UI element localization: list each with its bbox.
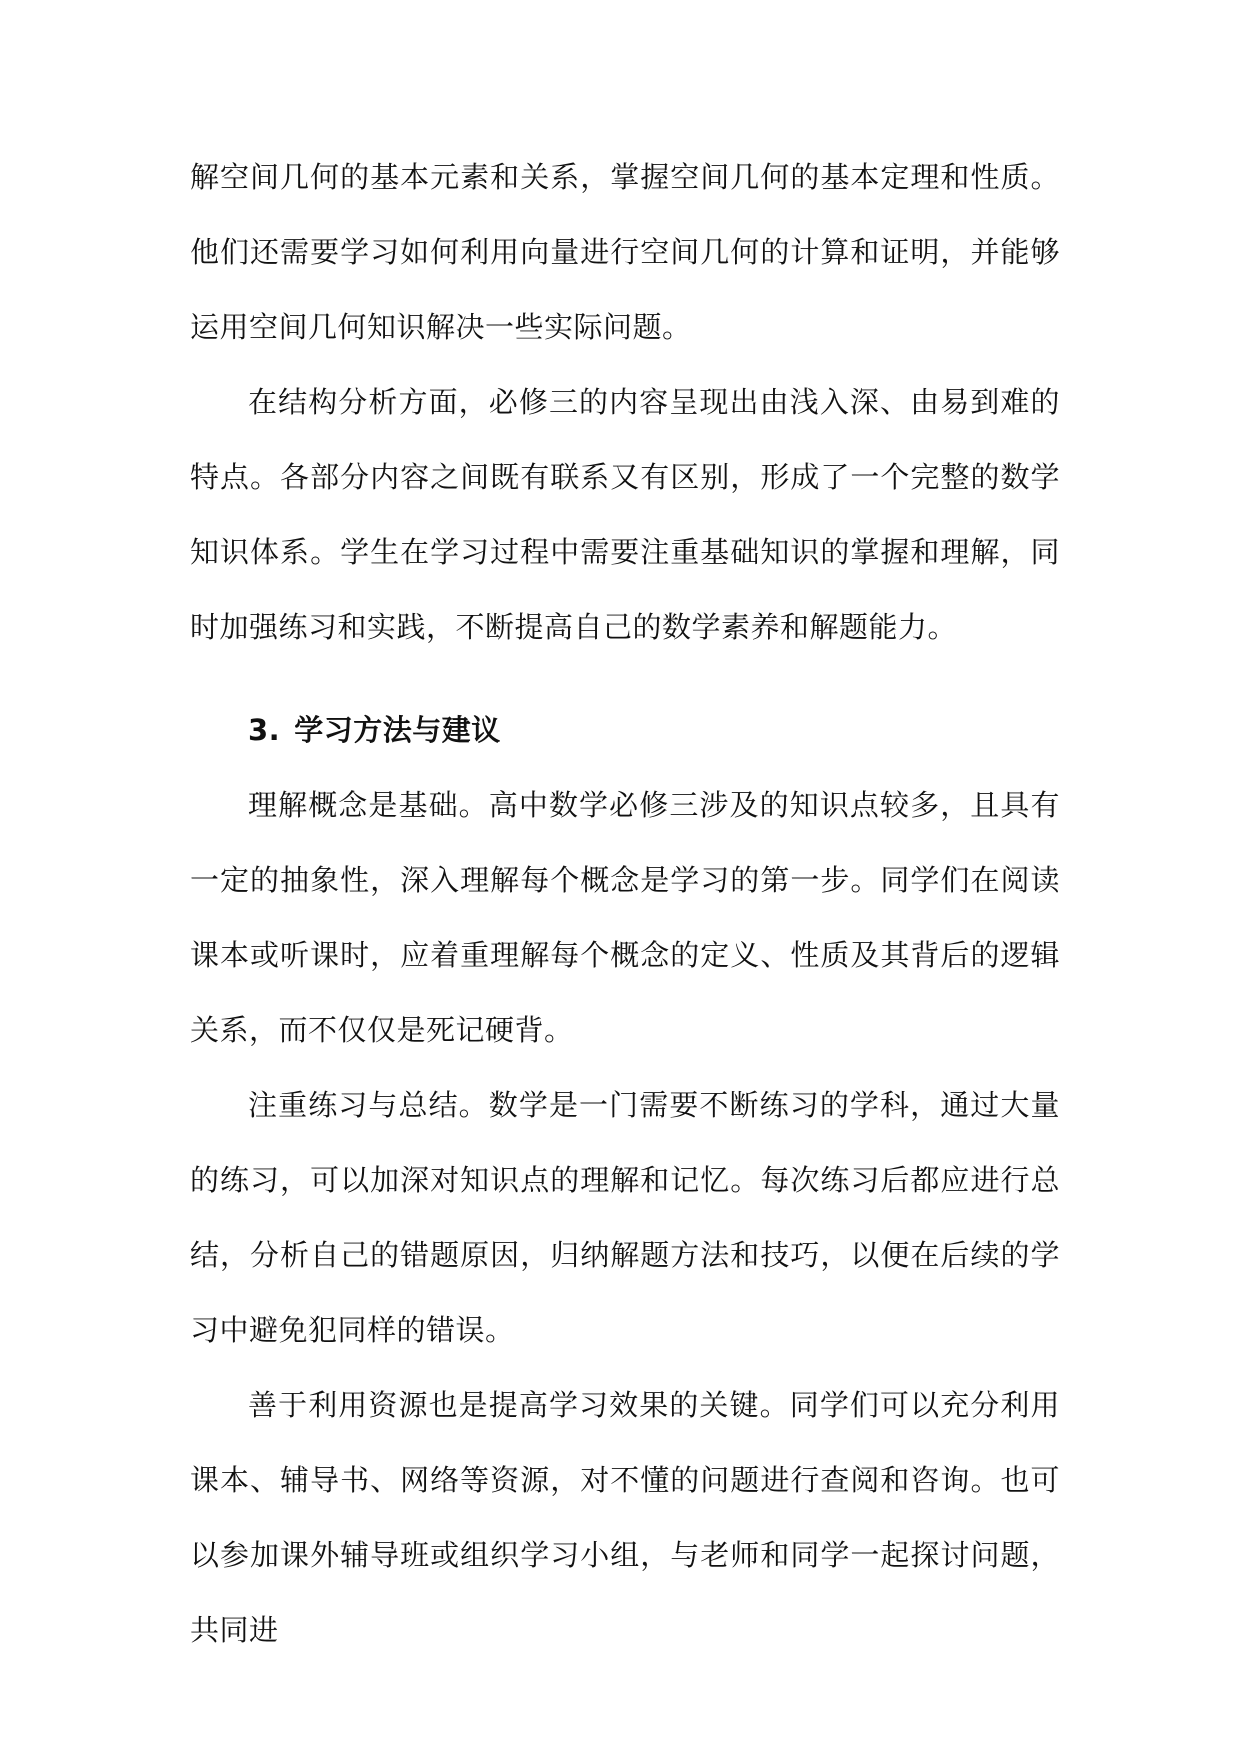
paragraph-structure-analysis: 在结构分析方面，必修三的内容呈现出由浅入深、由易到难的特点。各部分内容之间既有联系又有区别，形成了一个完整的数学知识体系。学生在学习过程中需要注重基础知识的掌握和理解，同时加强练习和实践，不断提高自己的数学素养和解题能力。 (190, 385, 1060, 644)
section-heading (190, 693, 1060, 768)
document-body (190, 140, 1060, 1668)
paragraph-continued: 解空间几何的基本元素和关系，掌握空间几何的基本定理和性质。他们还需要学习如何利用向量进行空间几何的计算和证明，并能够运用空间几何知识解决一些实际问题。 (190, 160, 1060, 344)
paragraph-understand-concepts: 理解概念是基础。高中数学必修三涉及的知识点较多，且具有一定的抽象性，深入理解每个概念是学习的第一步。同学们在阅读课本或听课时，应着重理解每个概念的定义、性质及其背后的逻辑关系，而不仅仅是死记硬背。 (190, 788, 1060, 1047)
paragraph-use-resources: 善于利用资源也是提高学习效果的关键。同学们可以充分利用课本、辅导书、网络等资源，对不懂的问题进行查阅和咨询。也可以参加课外辅导班或组织学习小组，与老师和同学一起探讨问题，共同进 (190, 1388, 1060, 1647)
section-title: 学习方法与建议 (294, 713, 501, 747)
section-number: 3. (248, 713, 281, 747)
paragraph-practice-summary: 注重练习与总结。数学是一门需要不断练习的学科，通过大量的练习，可以加深对知识点的理解和记忆。每次练习后都应进行总结，分析自己的错题原因，归纳解题方法和技巧，以便在后续的学习中避免犯同样的错误。 (190, 1088, 1060, 1347)
